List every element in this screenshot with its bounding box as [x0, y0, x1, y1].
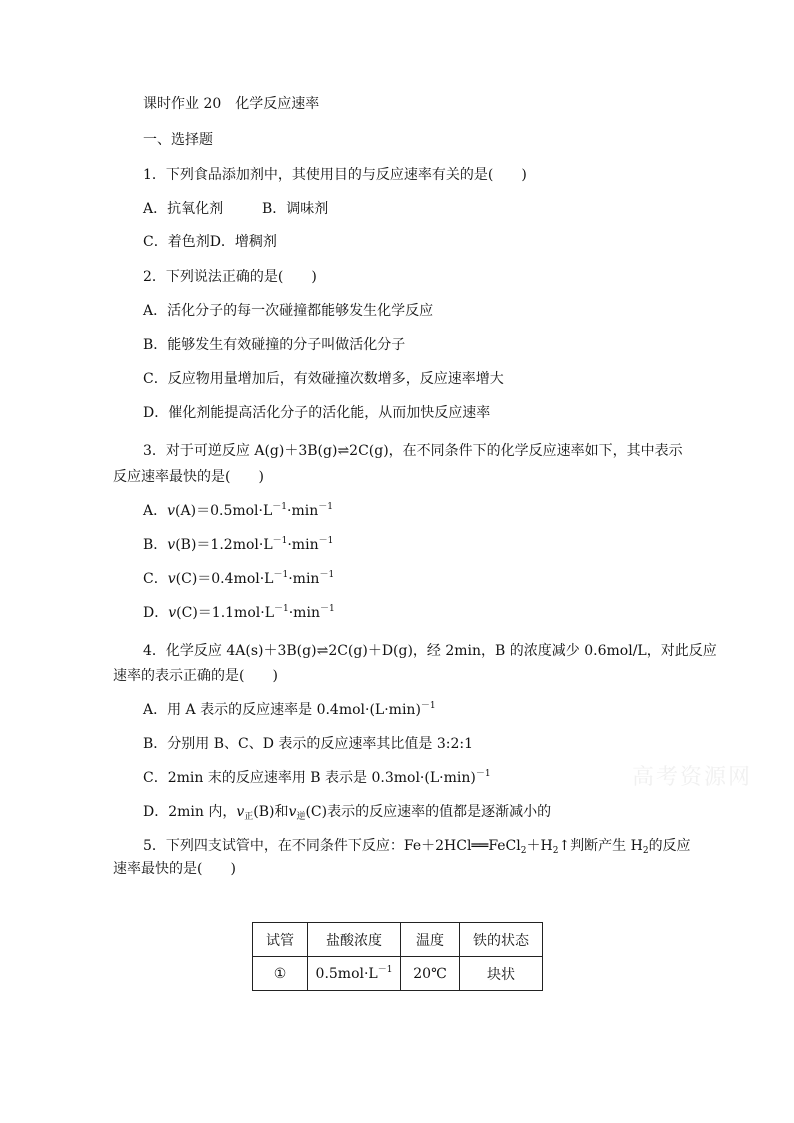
question-4-option-a: A．用 A 表示的反应速率是 $0.4mol\cdot(L\cdot\min)^{-1}$: [143, 701, 436, 718]
question-2-option-d: D．催化剂能提高活化分子的活化能，从而加快反应速率: [143, 405, 491, 421]
question-1-option-b: B．调味剂: [262, 201, 329, 217]
question-1-stem: 1．下列食品添加剂中，其使用目的与反应速率有关的是( ): [143, 167, 527, 183]
question-3-option-c: C．$v(C)=0.4mol\cdot L^{-1}\cdot\min^{-1}$: [143, 570, 335, 587]
table-header-row: [253, 923, 543, 957]
question-3-option-b: B．$v(B)=1.2mol\cdot L^{-1}\cdot\min^{-1}$: [143, 536, 334, 553]
question-3-option-a: A．$v(A)=0.5mol\cdot L^{-1}\cdot\min^{-1}$: [143, 502, 333, 519]
reversible-arrow-icon: ⇌: [316, 643, 329, 659]
question-2-stem: 2．下列说法正确的是( ): [143, 269, 317, 285]
question-3-stem-line2: 反应速率最快的是( ): [113, 469, 264, 485]
question-5-stem-line2: 速率最快的是( ): [113, 861, 236, 877]
question-1-options-cd: C．着色剂D．增稠剂: [143, 234, 277, 250]
question-2-option-c: C．反应物用量增加后，有效碰撞次数增多，反应速率增大: [143, 371, 504, 387]
table-cell-temperature: 20℃: [401, 957, 460, 991]
page-title: 课时作业 20 化学反应速率: [143, 96, 320, 112]
table-header-cell: 铁的状态: [460, 923, 543, 957]
question-2-option-b: B．能够发生有效碰撞的分子叫做活化分子: [143, 337, 406, 353]
conditions-table: [252, 922, 543, 991]
table-header-cell: 温度: [401, 923, 460, 957]
question-1-option-a: A．抗氧化剂: [143, 201, 224, 217]
watermark: 高考资源网: [632, 765, 753, 790]
table-cell-concentration: $0.5mol\cdot L^{-1}$: [308, 957, 401, 991]
section-heading: 一、选择题: [143, 132, 213, 148]
question-3-option-d: D．$v(C)=1.1mol\cdot L^{-1}\cdot\min^{-1}$: [143, 604, 335, 621]
question-4-stem-line1: 4．化学反应 4A(s)＋3B(g)⇌2C(g)＋D(g)，经 2min，B 的浓度减少 0.6mol/L，对此反应: [143, 643, 717, 659]
question-4-option-d: D．2min 内，$v_正(B)$和$v_逆(C)$表示的反应速率的值都是逐渐减小的: [143, 804, 552, 822]
table-cell-iron-state: 块状: [460, 957, 543, 991]
table-header-cell: 盐酸浓度: [308, 923, 401, 957]
reversible-arrow-icon: ⇌: [337, 443, 350, 459]
question-5-stem-line1: 5．下列四支试管中，在不同条件下反应：$Fe+2HCl══FeCl_2+H_2↑$判断产生 $H_2$的反应: [143, 838, 691, 856]
question-4-stem-line2: 速率的表示正确的是( ): [113, 668, 278, 684]
question-4-option-b: B．分别用 B、C、D 表示的反应速率其比值是 3:2:1: [143, 736, 474, 752]
question-3-stem-line1: 3．对于可逆反应 A(g)＋3B(g)⇌2C(g)，在不同条件下的化学反应速率如下，其中表示: [143, 443, 683, 459]
equation-sign: ══: [471, 838, 489, 854]
question-2-option-a: A．活化分子的每一次碰撞都能够发生化学反应: [143, 303, 434, 319]
table-row: [253, 957, 543, 991]
question-4-option-c: C．2min 末的反应速率用 B 表示是 $0.3mol\cdot(L\cdot\min)^{-1}$: [143, 769, 491, 786]
table-cell-tube: ①: [253, 957, 308, 991]
table-header-cell: 试管: [253, 923, 308, 957]
